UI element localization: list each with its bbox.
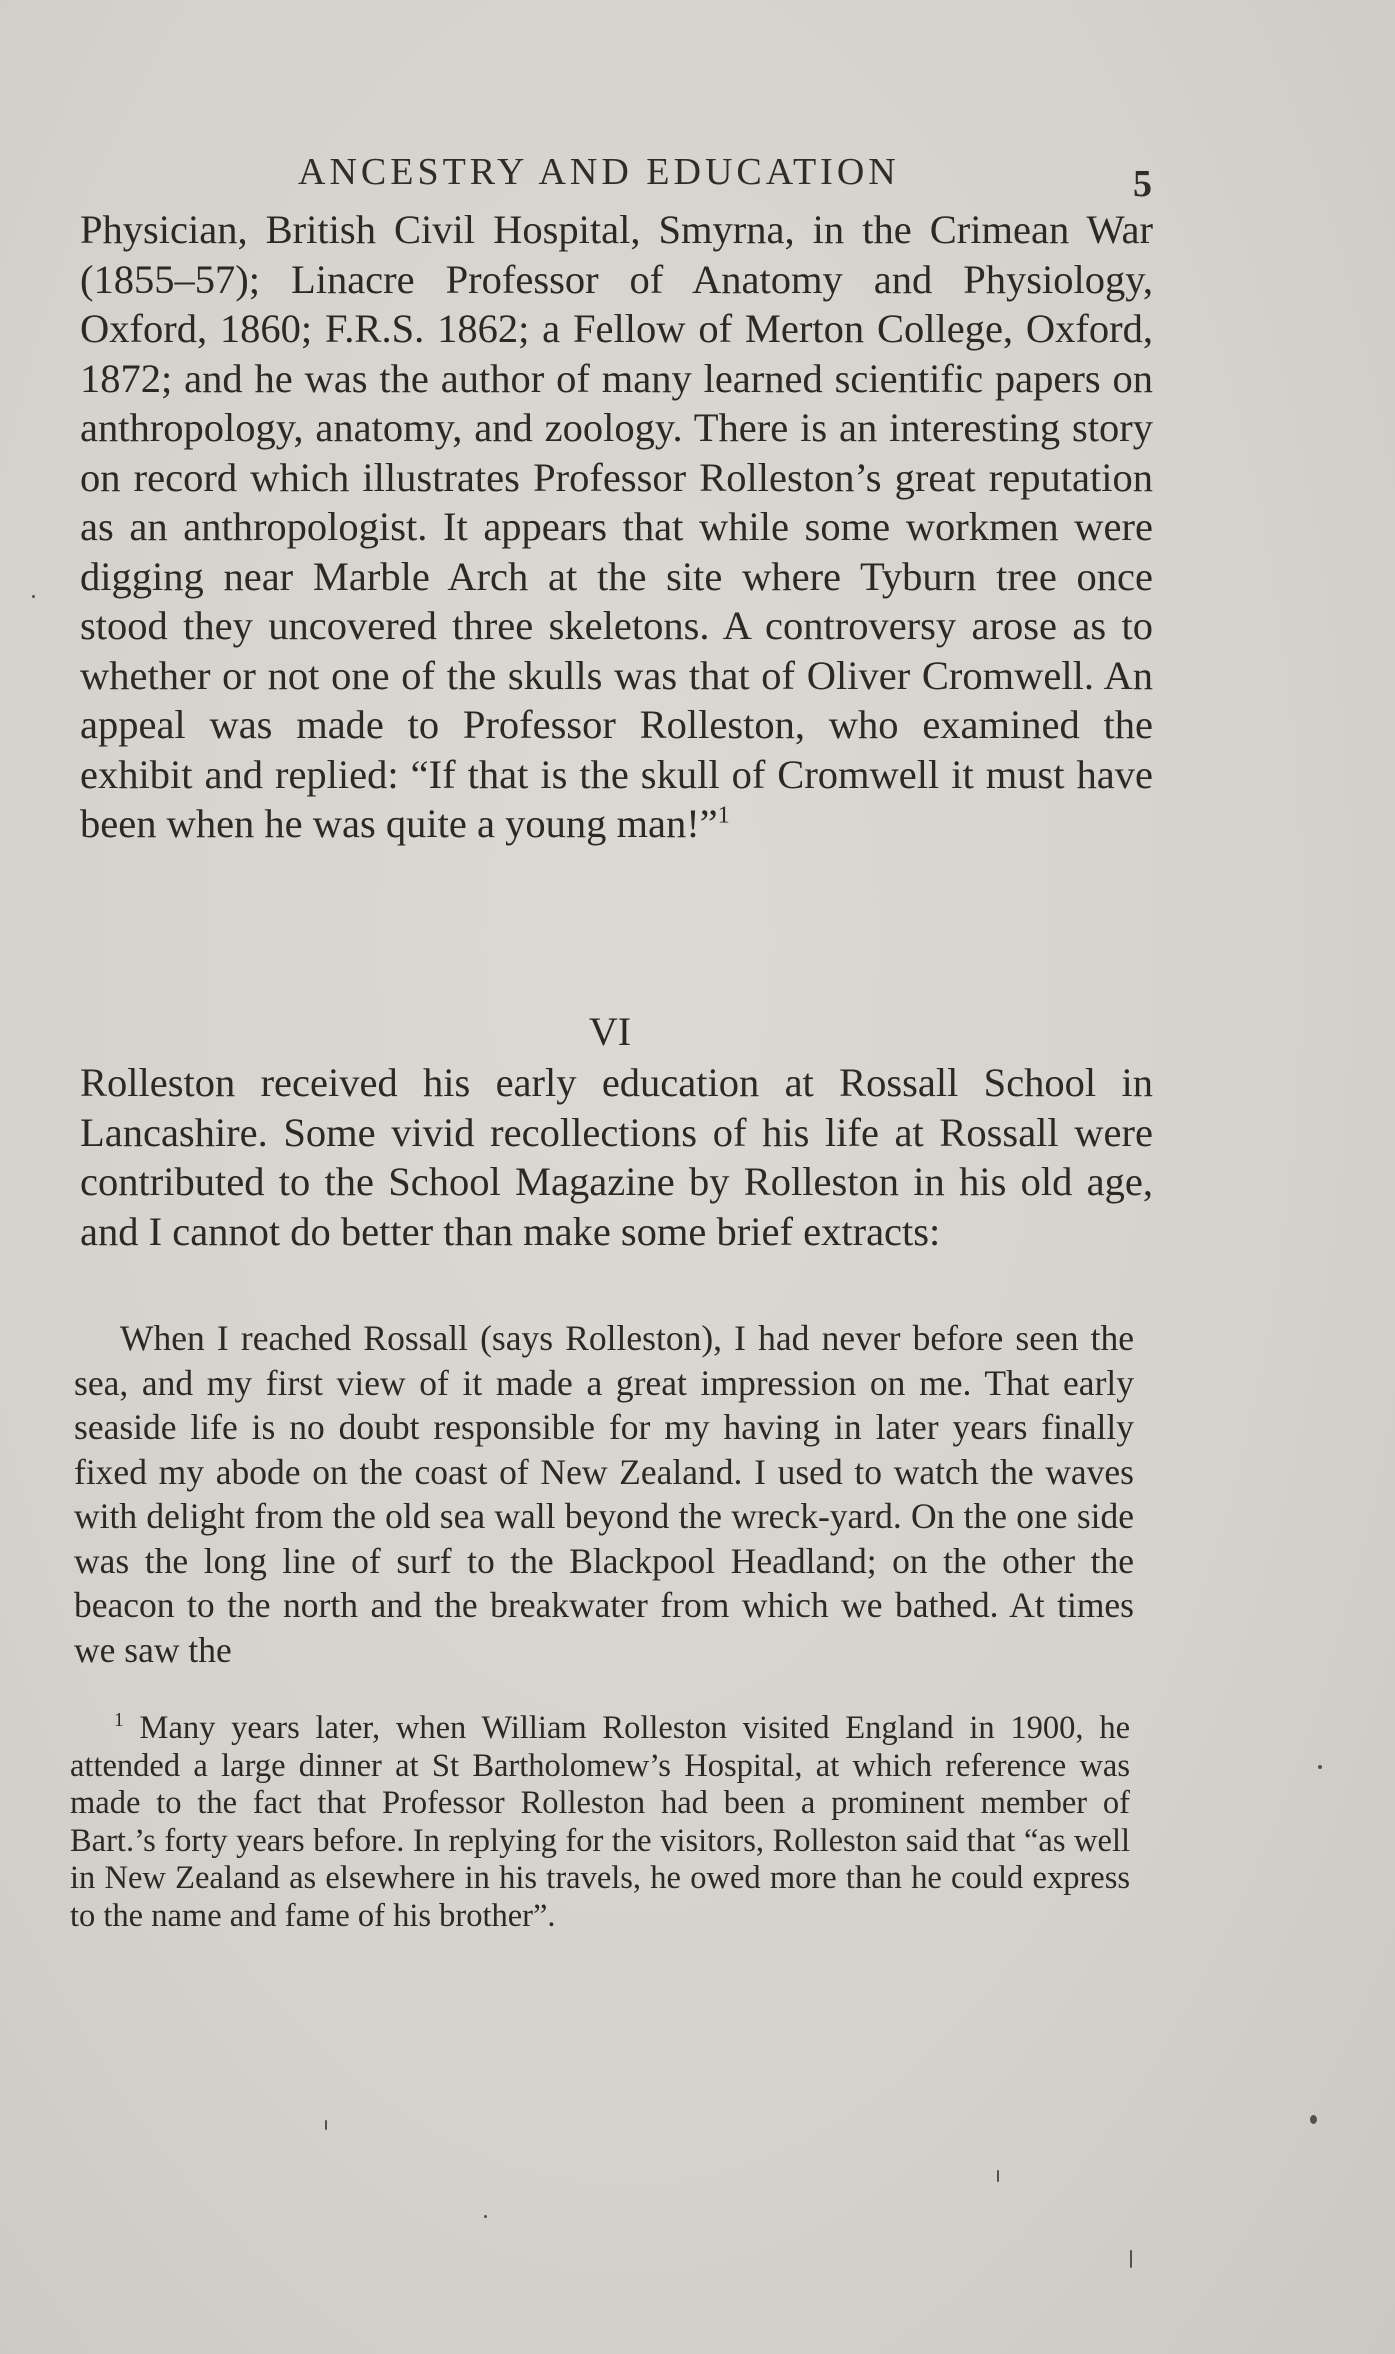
paragraph-1 [80, 205, 1153, 849]
paragraph-2: Rolleston received his early education at Rossall School in Lancashire. Some vivid recollections of his life at Rossall were contributed to the School Magazine by Rolleston in his old age, and I cannot do better than make some brief extracts: [80, 1060, 1153, 1254]
footnote-text: Many years later, when William Rolleston visited England in 1900, he attended a large dinner at St Bartholomew’s Hospital, at which reference was made to the fact that Professor Rolleston had been a prominent member of Bart.’s forty years before. In replying for the visitors, Rolleston said that “as well in New Zealand as elsewhere in his travels, he owed more than he could express to the name and fame of his brother”. [70, 1710, 1131, 1934]
paragraph-1-text: Physician, British Civil Hospital, Smyrna, in the Crimean War (1855–57); Linacre Professor of Anatomy and Physiology, Oxford, 1860; F.R.S. 1862; a Fellow of Merton College, Oxford, 1872; and he was the author of many learned scientific papers on anthropology, anatomy, and zoology. There is an interesting story on record which illustrates Professor Rolleston’s great reputation as an anthropologist. It appears that while some workmen were digging near Marble Arch at the site where Tyburn tree once stood they uncovered three skeletons. A controversy arose as to whether or not one of the skulls was that of Oliver Cromwell. An appeal was made to Professor Rolleston, who examined the exhibit and replied: “If that is the skull of Cromwell it must have been when he was quite a young man!” [80, 207, 1153, 846]
footnote-marker: 1 [114, 1710, 124, 1732]
paper-speck [484, 2215, 487, 2218]
running-head: ANCESTRY AND EDUCATION [298, 151, 900, 193]
paper-speck [1310, 2115, 1317, 2124]
paper-speck [1130, 2250, 1132, 2268]
paper-speck [997, 2170, 999, 2182]
paper-speck [325, 2120, 327, 2130]
footnote [70, 1710, 1130, 1935]
paper-speck [32, 595, 35, 598]
section-heading: VI [588, 1009, 632, 1054]
page-number: 5 [1133, 163, 1152, 205]
footnote-reference: 1 [717, 801, 730, 829]
block-quotation: When I reached Rossall (says Rolleston), I had never before seen the sea, and my first view of it made a great impression on me. That early seaside life is no doubt responsible for my having in later years finally fixed my abode on the coast of New Zealand. I used to watch the waves with delight from the old sea wall beyond the wreck-yard. On the one side was the long line of surf to the Blackpool Headland; on the other the beacon to the north and the breakwater from which we bathed. At times we saw the [74, 1318, 1134, 1670]
paper-speck [1318, 1765, 1322, 1769]
